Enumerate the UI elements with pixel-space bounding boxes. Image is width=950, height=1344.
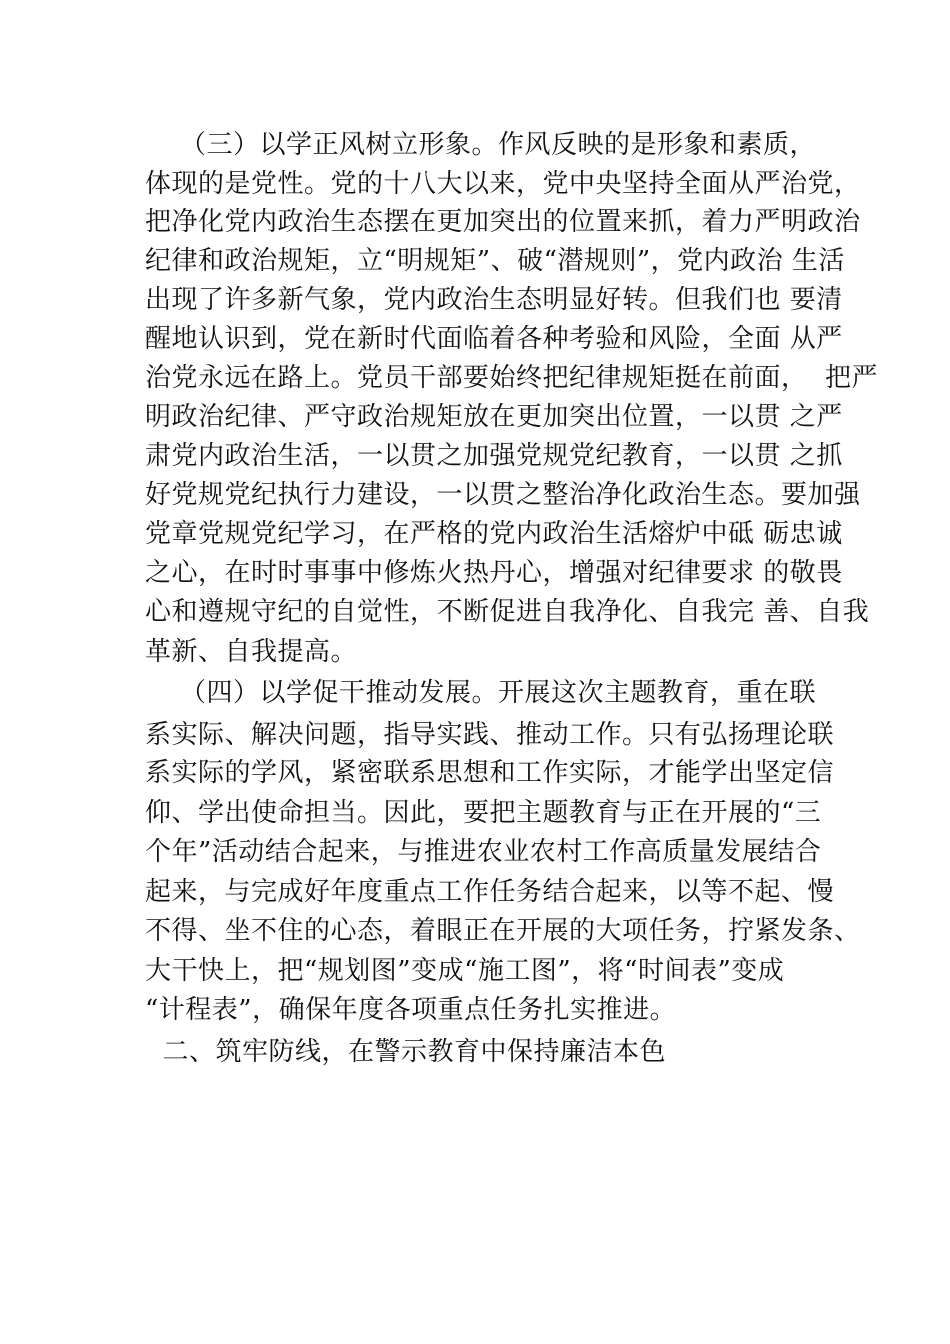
section-3-line: 醒地认识到，党在新时代面临着各种考验和风险，全面 从严 (145, 324, 843, 354)
section-3-line: 肃党内政治生活，一以贯之加强党规党纪教育，一以贯 之抓 (145, 441, 843, 471)
section-3-line: 纪律和政治规矩，立“明规矩”、破“潜规则”，党内政治 生活 (145, 246, 845, 276)
section-4-line: （四）以学促干推动发展。开展这次主题教育，重在联 (145, 678, 817, 708)
section-4-line: 系实际的学风，紧密联系思想和工作实际，才能学出坚定信 (145, 758, 835, 788)
section-3-line: （三）以学正风树立形象。作风反映的是形象和素质， (145, 130, 817, 160)
section-3-line: 明政治纪律、严守政治规矩放在更加突出位置，一以贯 之严 (145, 402, 843, 432)
section-3-line: 治党永远在路上。党员干部要始终把纪律规矩挺在前面， 把严 (145, 363, 879, 393)
section-3-line: 之心，在时时事事中修炼火热丹心，增强对纪律要求 的敬畏 (145, 558, 843, 588)
section-3-line: 党章党规党纪学习，在严格的党内政治生活熔炉中砥 砺忠诚 (145, 519, 843, 549)
section-heading: 二、筑牢防线，在警示教育中保持廉洁本色 (145, 1037, 667, 1067)
section-3-line: 心和遵规守纪的自觉性，不断促进自我净化、自我完 善、自我 (145, 597, 870, 627)
section-4-line: 起来，与完成好年度重点工作任务结合起来，以等不起、慢 (145, 877, 835, 907)
section-4-line: 系实际、解决问题，指导实践、推动工作。只有弘扬理论联 (145, 720, 835, 750)
section-3-line: 好党规党纪执行力建设，一以贯之整治净化政治生态。要加强 (145, 480, 861, 510)
section-3-line: 体现的是党性。党的十八大以来，党中央坚持全面从严治党， (145, 169, 861, 199)
section-3-line: 革新、自我提高。 (145, 637, 358, 667)
section-3-line: 把净化党内政治生态摆在更加突出的位置来抓，着力严明政治 (145, 207, 861, 237)
section-4-line: 大干快上，把“规划图”变成“施工图”，将“时间表”变成 (145, 956, 785, 986)
section-4-line: 不得、坐不住的心态，着眼正在开展的大项任务，拧紧发条、 (145, 916, 861, 946)
section-4-line: 个年”活动结合起来，与推进农业农村工作高质量发展结合 (145, 837, 822, 867)
section-4-line: 仰、学出使命担当。因此，要把主题教育与正在开展的“三 (145, 798, 822, 828)
section-3-line: 出现了许多新气象，党内政治生态明显好转。但我们也 要清 (145, 285, 843, 315)
section-4-line: “计程表”，确保年度各项重点任务扎实推进。 (145, 995, 677, 1025)
